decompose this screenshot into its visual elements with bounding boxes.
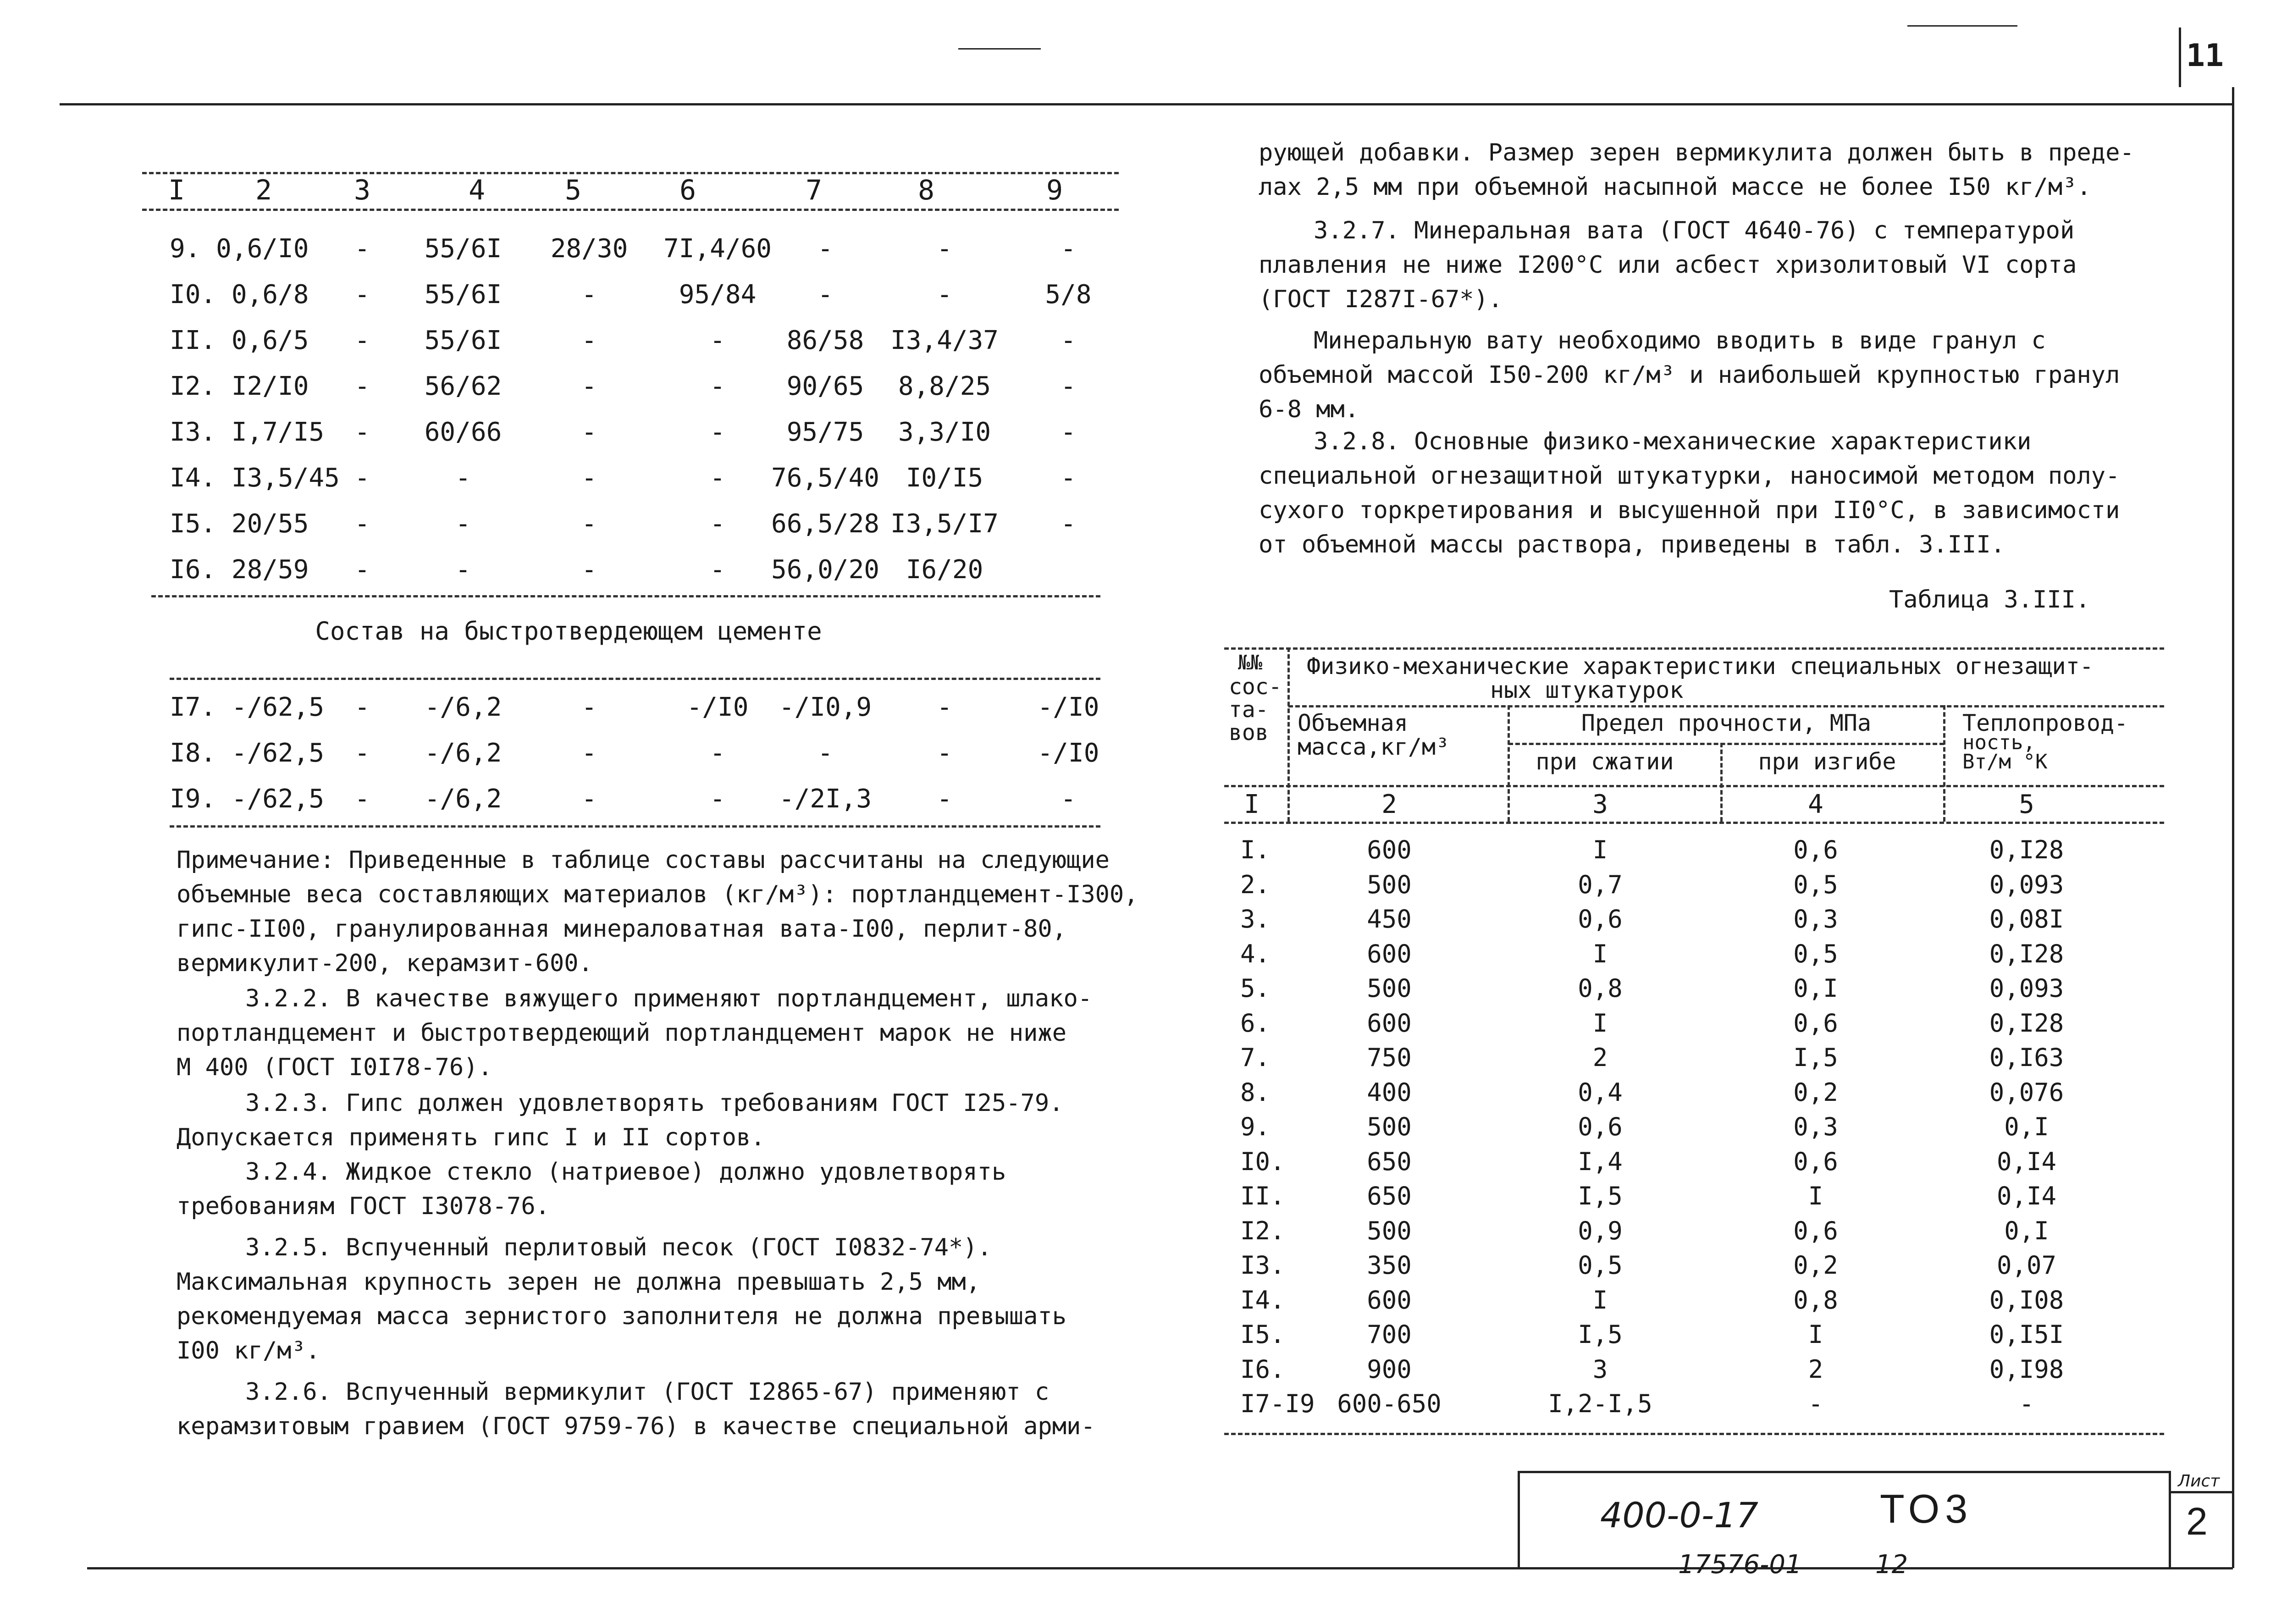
- table-row-cell: I5. 20/55: [170, 509, 309, 539]
- table-row-cell: -: [710, 371, 725, 401]
- t3-row-cell: -: [1808, 1389, 1823, 1418]
- t3-head-main-1: Физико-механические характеристики специальных огнезащит-: [1307, 653, 2094, 679]
- table-row-cell: -: [1061, 326, 1076, 355]
- t3-head-mass-2: масса,кг/м³: [1298, 734, 1450, 760]
- t3-row-cell: 0,I4: [1996, 1182, 2057, 1210]
- table-header-cell: 3: [354, 174, 371, 206]
- table-row-cell: -: [581, 463, 597, 493]
- page-number-box-left: [2179, 28, 2181, 87]
- text-line: Максимальная крупность зерен не должна превышать 2,5 мм,: [177, 1268, 981, 1296]
- table-row-cell: I2. I2/I0: [170, 371, 309, 401]
- table-row-cell: I9. -/62,5: [170, 784, 325, 814]
- table-row-cell: I7. -/62,5: [170, 692, 325, 722]
- table-row-cell: 56,0/20: [771, 555, 880, 585]
- t3-rule-h1: [1288, 705, 2164, 707]
- t3-vline-4: [1943, 705, 1945, 822]
- table-row-cell: -: [354, 234, 370, 264]
- t3-row-cell: 8.: [1240, 1077, 1271, 1107]
- table-header-cell: I: [168, 174, 185, 206]
- t3-row-cell: I: [1592, 939, 1608, 968]
- t3-row-cell: 0,093: [1989, 974, 2064, 1003]
- table-row-cell: -: [354, 417, 370, 447]
- table-header-cell: 7: [805, 174, 823, 206]
- t3-row-cell: 0,9: [1578, 1216, 1623, 1245]
- t3-row-cell: I: [1808, 1320, 1823, 1349]
- table-header-cell: 6: [679, 174, 696, 206]
- table-row-cell: -: [937, 280, 952, 309]
- t3-row-cell: 0,076: [1989, 1077, 2064, 1107]
- table-row-cell: -/6,2: [424, 738, 502, 768]
- t3-rule-bottom: [1224, 1433, 2164, 1435]
- t3-rule-h4: [1224, 822, 2164, 824]
- t3-row-cell: 0,07: [1996, 1251, 2057, 1280]
- table-row-cell: -: [354, 692, 370, 722]
- top-scratch-1: [958, 48, 1041, 50]
- t3-row-cell: I,5: [1578, 1182, 1623, 1210]
- table-rule-end: [170, 825, 1100, 828]
- table-row-cell: -: [710, 326, 725, 355]
- table-subtitle: Состав на быстротвердеющем цементе: [315, 617, 822, 646]
- table-row-cell: 95/75: [786, 417, 864, 447]
- table-row-cell: -: [1061, 417, 1076, 447]
- table-row-cell: -: [937, 234, 952, 264]
- text-line: рующей добавки. Размер зерен вермикулита должен быть в преде-: [1259, 139, 2134, 166]
- t3-row-cell: 900: [1367, 1354, 1412, 1384]
- t3-head-num-2: сос-: [1229, 674, 1282, 700]
- t3-row-cell: 0,I28: [1989, 1008, 2064, 1038]
- table-row-cell: -: [937, 784, 952, 814]
- table-row-cell: -/I0: [1037, 692, 1099, 722]
- table-row-cell: -/6,2: [424, 784, 502, 814]
- table-header-cell: 5: [564, 174, 582, 206]
- table-row-cell: 66,5/28: [771, 509, 880, 539]
- table-row-cell: -: [354, 371, 370, 401]
- table-row-cell: 55/6I: [424, 234, 502, 264]
- t3-row-cell: 0,I: [2004, 1216, 2049, 1245]
- t3-vline-1: [1287, 647, 1290, 822]
- table-row-cell: -: [710, 463, 725, 493]
- table-row-cell: 56/62: [424, 371, 502, 401]
- table-row-cell: -: [354, 555, 370, 585]
- t3-row-cell: 0,6: [1578, 905, 1623, 934]
- t3-head-num-4: вов: [1229, 720, 1269, 746]
- text-line: специальной огнезащитной штукатурки, наносимой методом полу-: [1259, 462, 2120, 490]
- text-line: 3.2.4. Жидкое стекло (натриевое) должно удовлетворять: [245, 1158, 1006, 1186]
- table-row-cell: 3,3/I0: [898, 417, 991, 447]
- t3-row-cell: 9.: [1240, 1112, 1271, 1141]
- t3-head-bending: при изгибе: [1758, 748, 1896, 775]
- table-row-cell: -: [354, 463, 370, 493]
- t3-row-cell: 0,8: [1793, 1285, 1838, 1315]
- table-row-cell: 55/6I: [424, 326, 502, 355]
- table-row-cell: 5/8: [1045, 280, 1092, 309]
- t3-head-mass-1: Объемная: [1298, 710, 1408, 736]
- t3-row-cell: I,5: [1578, 1320, 1623, 1349]
- t3-row-cell: I: [1592, 835, 1608, 864]
- text-line: портландцемент и быстротвердеющий портландцемент марок не ниже: [177, 1019, 1067, 1047]
- text-line: сухого торкретирования и высушенной при II0°С, в зависимости: [1259, 497, 2120, 524]
- t3-row-cell: 2: [1592, 1043, 1608, 1072]
- t3-row-cell: I: [1592, 1008, 1608, 1038]
- bottom-border: [87, 1567, 2233, 1569]
- t3-row-cell: 6.: [1240, 1008, 1271, 1038]
- text-line: от объемной массы раствора, приведены в табл. 3.III.: [1259, 531, 2005, 558]
- table-row-cell: 95/84: [679, 280, 757, 309]
- t3-vline-2: [1508, 705, 1510, 822]
- t3-row-cell: 5.: [1240, 974, 1271, 1003]
- t3-row-cell: I,5: [1793, 1043, 1838, 1072]
- text-line: Минеральную вату необходимо вводить в виде гранул с: [1314, 327, 2046, 354]
- text-line: 3.2.7. Минеральная вата (ГОСТ 4640-76) с температурой: [1314, 217, 2075, 244]
- table-row-cell: -/I0: [686, 692, 749, 722]
- table-row-cell: I3,5/I7: [890, 509, 999, 539]
- stamp-sheet-rule: [2169, 1471, 2171, 1568]
- t3-row-cell: 350: [1367, 1251, 1412, 1280]
- t3-head-main-2: ных штукатурок: [1490, 677, 1684, 703]
- t3-rule-h3: [1224, 785, 2164, 787]
- table-row-cell: I3,4/37: [890, 326, 999, 355]
- t3-row-cell: 0,I4: [1996, 1147, 2057, 1176]
- table-row-cell: I8. -/62,5: [170, 738, 325, 768]
- table-row-cell: -: [710, 555, 725, 585]
- t3-row-cell: I4.: [1240, 1285, 1285, 1315]
- t3-row-cell: 0,3: [1793, 1112, 1838, 1141]
- table-row-cell: -: [455, 555, 471, 585]
- t3-row-cell: I.: [1240, 835, 1271, 864]
- table-row-cell: 8,8/25: [898, 371, 991, 401]
- t3-row-cell: 0,I: [1793, 974, 1838, 1003]
- top-border: [60, 103, 2233, 105]
- stamp-sheet-label: Лист: [2178, 1472, 2220, 1491]
- table-row-cell: -: [354, 738, 370, 768]
- t3-column-number: 2: [1381, 790, 1397, 819]
- table-row-cell: -: [581, 784, 597, 814]
- text-line: объемной массой I50-200 кг/м³ и наибольшей крупностью гранул: [1259, 361, 2120, 389]
- stamp-sheet-number: 2: [2186, 1500, 2208, 1543]
- text-line: Допускается применять гипс I и II сортов.: [177, 1124, 765, 1151]
- table-row-cell: -: [581, 371, 597, 401]
- table-row-cell: -: [1061, 371, 1076, 401]
- t3-row-cell: 0,5: [1578, 1251, 1623, 1280]
- stamp-left-rule: [1518, 1471, 1520, 1568]
- t3-row-cell: 0,5: [1793, 939, 1838, 968]
- t3-row-cell: 0,093: [1989, 870, 2064, 899]
- table-row-cell: -: [455, 509, 471, 539]
- text-line: гипс-II00, гранулированная минераловатная вата-I00, перлит-80,: [177, 915, 1067, 943]
- t3-row-cell: 0,8: [1578, 974, 1623, 1003]
- text-line: 3.2.5. Вспученный перлитовый песок (ГОСТ I0832-74*).: [245, 1234, 992, 1261]
- table-row-cell: -: [581, 417, 597, 447]
- t3-row-cell: 2: [1808, 1354, 1823, 1384]
- t3-row-cell: 600: [1367, 1285, 1412, 1315]
- t3-row-cell: 0,6: [1793, 1147, 1838, 1176]
- t3-row-cell: 0,6: [1793, 835, 1838, 864]
- table-row-cell: 90/65: [786, 371, 864, 401]
- t3-row-cell: 600: [1367, 939, 1412, 968]
- stamp-top-rule: [1518, 1471, 2169, 1473]
- t3-row-cell: I,4: [1578, 1147, 1623, 1176]
- t3-row-cell: 0,I5I: [1989, 1320, 2064, 1349]
- t3-head-therm-2: ность,: [1962, 731, 2035, 754]
- table-row-cell: -: [354, 509, 370, 539]
- table-row-cell: -: [581, 692, 597, 722]
- table-row-cell: -: [937, 692, 952, 722]
- t3-row-cell: 0,4: [1578, 1077, 1623, 1107]
- table-row-cell: -: [455, 463, 471, 493]
- table-row-cell: I0/I5: [906, 463, 983, 493]
- text-line: керамзитовым гравием (ГОСТ 9759-76) в качестве специальной арми-: [177, 1413, 1095, 1440]
- table-row-cell: -: [1061, 234, 1076, 264]
- t3-row-cell: 500: [1367, 974, 1412, 1003]
- t3-row-cell: I3.: [1240, 1251, 1285, 1280]
- t3-row-cell: -: [2019, 1389, 2034, 1418]
- table-header-cell: 8: [917, 174, 935, 206]
- t3-column-number: 5: [2019, 790, 2034, 819]
- t3-row-cell: 0,I08: [1989, 1285, 2064, 1315]
- t3-row-cell: I,2-I,5: [1548, 1389, 1652, 1418]
- stamp-bottom-number: 12: [1875, 1550, 1908, 1580]
- t3-rule-top: [1224, 647, 2164, 650]
- t3-row-cell: 0,2: [1793, 1251, 1838, 1280]
- table-row-cell: -: [581, 509, 597, 539]
- t3-head-num-1: №№: [1238, 651, 1262, 674]
- t3-row-cell: 2.: [1240, 870, 1271, 899]
- t3-row-cell: 0,5: [1793, 870, 1838, 899]
- table-header-cell: 4: [468, 174, 486, 206]
- table-row-cell: 76,5/40: [771, 463, 880, 493]
- t3-row-cell: 500: [1367, 1112, 1412, 1141]
- table-row-cell: I0. 0,6/8: [170, 280, 309, 309]
- text-line: объемные веса составляющих материалов (кг/м³): портландцемент-I300,: [177, 881, 1138, 908]
- t3-row-cell: 3.: [1240, 905, 1271, 934]
- table-row-cell: -: [354, 326, 370, 355]
- t3-row-cell: 400: [1367, 1077, 1412, 1107]
- t3-row-cell: I0.: [1240, 1147, 1285, 1176]
- table-row-cell: -: [818, 280, 833, 309]
- stamp-sheet-divider: [2169, 1491, 2233, 1493]
- t3-row-cell: 750: [1367, 1043, 1412, 1072]
- t3-row-cell: 700: [1367, 1320, 1412, 1349]
- t3-row-cell: 0,6: [1578, 1112, 1623, 1141]
- table-row-cell: 86/58: [786, 326, 864, 355]
- t3-row-cell: 650: [1367, 1182, 1412, 1210]
- t3-row-cell: 0,6: [1793, 1008, 1838, 1038]
- t3-vline-3: [1720, 743, 1723, 822]
- table-row-cell: -: [1061, 509, 1076, 539]
- text-line: М 400 (ГОСТ I0I78-76).: [177, 1054, 492, 1081]
- table-header-cell: 2: [255, 174, 272, 206]
- t3-row-cell: 3: [1592, 1354, 1608, 1384]
- table-row-cell: -: [1061, 463, 1076, 493]
- table-rule-bottom: [151, 595, 1100, 597]
- t3-row-cell: 0,6: [1793, 1216, 1838, 1245]
- table-header-cell: 9: [1046, 174, 1063, 206]
- t3-row-cell: 0,I28: [1989, 939, 2064, 968]
- table-row-cell: -: [581, 326, 597, 355]
- table-row-cell: -: [818, 738, 833, 768]
- table-row-cell: -: [710, 738, 725, 768]
- table-row-cell: 7I,4/60: [663, 234, 772, 264]
- table-row-cell: I6. 28/59: [170, 555, 309, 585]
- t3-column-number: 3: [1592, 790, 1608, 819]
- t3-row-cell: 450: [1367, 905, 1412, 934]
- table-row-cell: -: [581, 738, 597, 768]
- page-number: 11: [2186, 38, 2224, 74]
- table-row-cell: I6/20: [906, 555, 983, 585]
- table-row-cell: -/I0: [1037, 738, 1099, 768]
- text-line: (ГОСТ I287I-67*).: [1259, 286, 1503, 313]
- table-row-cell: 28/30: [550, 234, 628, 264]
- table-row-cell: -/6,2: [424, 692, 502, 722]
- table-row-cell: -: [818, 234, 833, 264]
- t3-row-cell: 600: [1367, 835, 1412, 864]
- table-row-cell: -: [710, 784, 725, 814]
- t3-row-cell: 0,08I: [1989, 905, 2064, 934]
- table-row-cell: -: [354, 784, 370, 814]
- t3-head-therm-3: Вт/м °К: [1962, 750, 2048, 773]
- stamp-bottom-code: 17576-01: [1678, 1550, 1802, 1580]
- t3-row-cell: I6.: [1240, 1354, 1285, 1384]
- table-row-cell: -: [1061, 784, 1076, 814]
- text-line: 3.2.8. Основные физико-механические характеристики: [1314, 428, 2032, 455]
- t3-row-cell: I2.: [1240, 1216, 1285, 1245]
- text-line: рекомендуемая масса зернистого заполнителя не должна превышать: [177, 1303, 1067, 1330]
- t3-column-number: I: [1244, 790, 1260, 819]
- t3-row-cell: 0,I98: [1989, 1354, 2064, 1384]
- t3-head-num-3: та-: [1229, 697, 1269, 723]
- table3-caption: Таблица 3.III.: [1889, 586, 2090, 613]
- table-row-cell: I3. I,7/I5: [170, 417, 325, 447]
- t3-row-cell: 0,7: [1578, 870, 1623, 899]
- t3-row-cell: 650: [1367, 1147, 1412, 1176]
- table-row-cell: -: [581, 555, 597, 585]
- t3-row-cell: 0,I: [2004, 1112, 2049, 1141]
- t3-row-cell: 0,I28: [1989, 835, 2064, 864]
- t3-head-therm-1: Теплопровод-: [1962, 710, 2128, 736]
- stamp-series: ТО3: [1880, 1486, 1973, 1531]
- text-line: 3.2.6. Вспученный вермикулит (ГОСТ I2865-67) применяют с: [245, 1378, 1050, 1406]
- t3-row-cell: I7-I9: [1240, 1389, 1315, 1418]
- t3-row-cell: I: [1808, 1182, 1823, 1210]
- text-line: 3.2.3. Гипс должен удовлетворять требованиям ГОСТ I25-79.: [245, 1089, 1064, 1117]
- table-row-cell: -/2I,3: [779, 784, 872, 814]
- table-rule-top: [142, 172, 1119, 174]
- text-line: 3.2.2. В качестве вяжущего применяют портландцемент, шлако-: [245, 985, 1093, 1012]
- t3-row-cell: II.: [1240, 1182, 1285, 1210]
- table-rule-header: [142, 209, 1119, 211]
- text-line: 6-8 мм.: [1259, 396, 1359, 423]
- t3-rule-h2: [1508, 743, 1944, 745]
- table-row-cell: -/I0,9: [779, 692, 872, 722]
- table-row-cell: -: [354, 280, 370, 309]
- text-line: лах 2,5 мм при объемной насыпной массе не более I50 кг/м³.: [1259, 173, 2091, 201]
- t3-row-cell: 500: [1367, 870, 1412, 899]
- stamp-code: 400-0-17: [1600, 1495, 1758, 1536]
- table-row-cell: 55/6I: [424, 280, 502, 309]
- table-row-cell: -: [581, 280, 597, 309]
- t3-column-number: 4: [1808, 790, 1823, 819]
- t3-row-cell: I: [1592, 1285, 1608, 1315]
- t3-row-cell: 7.: [1240, 1043, 1271, 1072]
- t3-row-cell: 0,2: [1793, 1077, 1838, 1107]
- text-line: вермикулит-200, керамзит-600.: [177, 950, 593, 977]
- t3-head-strength: Предел прочности, МПа: [1581, 710, 1872, 736]
- table-row-cell: II. 0,6/5: [170, 326, 309, 355]
- table-row-cell: -: [710, 509, 725, 539]
- right-border: [2232, 87, 2234, 1568]
- t3-row-cell: 0,I63: [1989, 1043, 2064, 1072]
- table-row-cell: 60/66: [424, 417, 502, 447]
- text-line: требованиям ГОСТ I3078-76.: [177, 1193, 550, 1220]
- t3-row-cell: 500: [1367, 1216, 1412, 1245]
- text-line: плавления не ниже I200°С или асбест хризолитовый VI сорта: [1259, 251, 2077, 279]
- table-row-cell: -: [937, 738, 952, 768]
- t3-row-cell: I5.: [1240, 1320, 1285, 1349]
- t3-row-cell: 600-650: [1337, 1389, 1442, 1418]
- t3-head-compression: при сжатии: [1536, 748, 1674, 775]
- t3-row-cell: 600: [1367, 1008, 1412, 1038]
- text-line: Примечание: Приведенные в таблице составы рассчитаны на следующие: [177, 846, 1110, 874]
- table-rule-sub: [170, 678, 1100, 680]
- text-line: I00 кг/м³.: [177, 1337, 320, 1364]
- table-row-cell: 9. 0,6/I0: [170, 234, 309, 264]
- table-row-cell: I4. I3,5/45: [170, 463, 340, 493]
- t3-row-cell: 4.: [1240, 939, 1271, 968]
- top-scratch-2: [1907, 25, 2017, 27]
- t3-row-cell: 0,3: [1793, 905, 1838, 934]
- table-row-cell: -: [710, 417, 725, 447]
